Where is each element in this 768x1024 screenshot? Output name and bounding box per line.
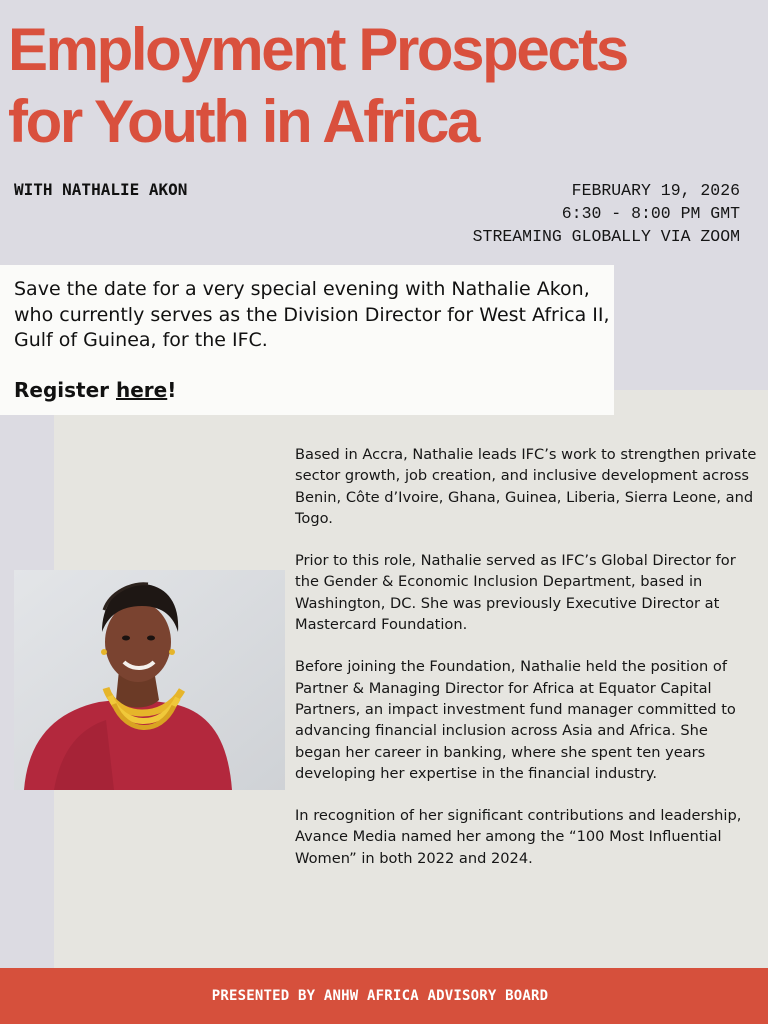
speaker-portrait-illustration xyxy=(14,570,285,790)
register-suffix: ! xyxy=(167,377,177,402)
footer-banner xyxy=(0,968,768,1024)
bio-paragraph-2: Prior to this role, Nathalie served as IFC’s Global Director for the Gender & Economic Inclusion Department, based in Washington, DC. She was previously Executive Director at Mastercard Foundation. xyxy=(295,552,736,634)
event-location: STREAMING GLOBALLY VIA ZOOM xyxy=(472,227,740,246)
title-line-1: Employment Prospects xyxy=(8,16,627,83)
bio-paragraph-1: Based in Accra, Nathalie leads IFC’s work to strengthen private sector growth, job creation, and inclusive development across Benin, Côte d’Ivoire, Ghana, Guinea, Liberia, Sierra Leone, and Togo. xyxy=(295,446,757,527)
title-line-2: for Youth in Africa xyxy=(8,88,478,155)
save-the-date-box xyxy=(0,265,614,415)
register-prefix: Register xyxy=(14,377,116,402)
footer-text: PRESENTED BY ANHW AFRICA ADVISORY BOARD xyxy=(211,988,549,1004)
bio-paragraph-3: Before joining the Foundation, Nathalie held the position of Partner & Managing Director for Africa at Equator Capital Partners, an impact investment fund manager committed to advancing financial inclusion across Asia and Africa. She began her career in banking, where she spent ten years developing her expertise in the financial industry. xyxy=(295,658,736,782)
event-time: 6:30 - 8:00 PM GMT xyxy=(561,204,740,223)
register-line xyxy=(14,378,614,402)
speaker-bio xyxy=(295,444,757,890)
intro-text: Save the date for a very special evening with Nathalie Akon, who currently serves as the Division Director for West Africa II, Gulf of Guinea, for the IFC. xyxy=(14,278,610,351)
register-link[interactable]: here xyxy=(116,377,168,402)
bio-paragraph-4: In recognition of her significant contributions and leadership, Avance Media named her among the “100 Most Influential Women” in both 2022 and 2024. xyxy=(295,807,742,867)
event-details xyxy=(473,179,740,248)
event-title xyxy=(8,14,768,158)
speaker-line: WITH NATHALIE AKON xyxy=(14,180,188,199)
speaker-photo xyxy=(14,570,285,790)
event-date: FEBRUARY 19, 2026 xyxy=(571,181,740,200)
